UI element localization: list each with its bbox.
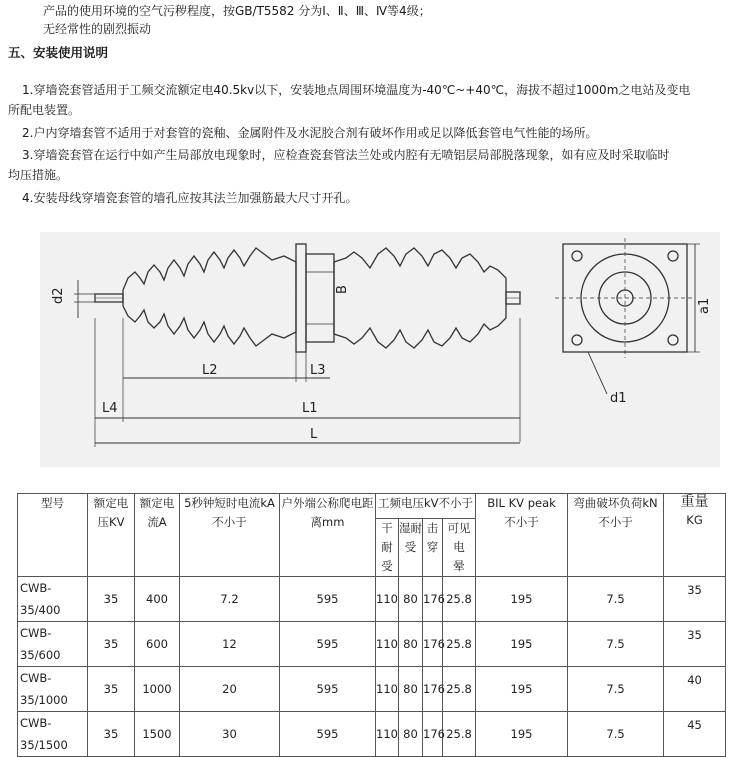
cell-weight: 45 [664, 712, 726, 757]
table-header-row-1 [18, 494, 726, 519]
bushing-drawing-svg [40, 232, 720, 467]
label-l2: L2 [202, 363, 218, 378]
cell-puncture: 176 [423, 712, 443, 757]
spec-table [17, 493, 726, 757]
header-creepage: 户外端公称爬电距 离mm [280, 494, 376, 577]
label-d2: d2 [51, 287, 66, 304]
label-a1: a1 [697, 297, 712, 314]
cell-short: 20 [180, 667, 280, 712]
cell-creep: 595 [280, 577, 376, 622]
cell-dry: 110 [376, 622, 399, 667]
cell-voltage: 35 [88, 667, 135, 712]
cell-bend: 7.5 [568, 667, 664, 712]
label-b: B [335, 285, 350, 294]
insulator-left-sheds [123, 248, 296, 346]
insulator-right-sheds [334, 248, 506, 348]
header-bil: BIL KV peak 不小于 [476, 494, 568, 577]
cell-bend: 7.5 [568, 622, 664, 667]
flange-body [306, 254, 334, 342]
cell-model: CWB- 35/600 [18, 622, 88, 667]
cell-creep: 595 [280, 667, 376, 712]
cell-corona: 25.8 [443, 577, 476, 622]
cell-weight: 35 [664, 622, 726, 667]
label-l1: L1 [302, 401, 318, 416]
cell-dry: 110 [376, 667, 399, 712]
cell-weight: 40 [664, 667, 726, 712]
item-3-line-1: 3.穿墙瓷套管在运行中如产生局部放电现象时，应检查瓷套管法兰处或内腔有无喷铝层局部脱落现象，如有应及时采取临时 [22, 148, 670, 162]
cell-short: 30 [180, 712, 280, 757]
cell-weight: 35 [664, 577, 726, 622]
cell-short: 12 [180, 622, 280, 667]
item-1-line-2: 所配电装置。 [8, 103, 81, 117]
cell-creep: 595 [280, 712, 376, 757]
cell-puncture: 176 [423, 622, 443, 667]
header-dry-withstand: 干耐 受 [376, 519, 399, 577]
cell-bil: 195 [476, 667, 568, 712]
intro-line-2: 无经常性的剧烈振动 [43, 22, 152, 36]
header-voltage: 额定电 压KV [88, 494, 135, 577]
cell-voltage: 35 [88, 622, 135, 667]
bushing-drawing [40, 232, 720, 467]
item-2: 2.户内穿墙套管不适用于对套管的瓷釉、金属附件及水泥胶合剂有破坏作用或足以降低套管电气性能的场所。 [22, 126, 598, 140]
header-puncture: 击 穿 [423, 519, 443, 577]
label-l: L [310, 427, 318, 442]
cell-model: CWB- 35/1500 [18, 712, 88, 757]
cell-voltage: 35 [88, 577, 135, 622]
table-row [18, 577, 726, 622]
label-l4: L4 [102, 401, 118, 416]
cell-bend: 7.5 [568, 577, 664, 622]
cell-creep: 595 [280, 622, 376, 667]
header-bending-load: 弯曲破坏负荷kN 不小于 [568, 494, 664, 577]
cell-voltage: 35 [88, 712, 135, 757]
leader-d1 [588, 352, 607, 394]
cell-corona: 25.8 [443, 622, 476, 667]
table-row [18, 712, 726, 757]
header-short-time-current: 5秒钟短时电流kA 不小于 [180, 494, 280, 577]
cell-wet: 80 [399, 712, 423, 757]
intro-line-1: 产品的使用环境的空气污秽程度，按GB/T5582 分为Ⅰ、Ⅱ、Ⅲ、Ⅳ等4级； [43, 4, 431, 18]
cell-bil: 195 [476, 712, 568, 757]
header-power-frequency: 工频电压kV不小于 [376, 494, 476, 519]
cell-wet: 80 [399, 622, 423, 667]
section-heading: 五、安装使用说明 [8, 45, 109, 60]
cell-corona: 25.8 [443, 712, 476, 757]
cell-bil: 195 [476, 622, 568, 667]
header-current: 额定电 流A [135, 494, 180, 577]
header-weight: 重量 KG [664, 494, 726, 577]
table-row [18, 622, 726, 667]
cell-bend: 7.5 [568, 712, 664, 757]
item-1-line-1: 1.穿墙瓷套管适用于工频交流额定电40.5kv以下，安装地点周围环境温度为-40℃~+40℃，海拔不超过1000m之电站及变电 [22, 83, 691, 97]
cell-current: 1000 [135, 667, 180, 712]
header-wet-withstand: 湿耐 受 [399, 519, 423, 577]
header-model: 型号 [18, 494, 88, 577]
cell-current: 400 [135, 577, 180, 622]
cell-current: 1500 [135, 712, 180, 757]
label-l3: L3 [310, 363, 326, 378]
cell-wet: 80 [399, 577, 423, 622]
flange-left-plate [296, 244, 306, 352]
cell-puncture: 176 [423, 577, 443, 622]
cell-corona: 25.8 [443, 667, 476, 712]
cell-current: 600 [135, 622, 180, 667]
cell-bil: 195 [476, 577, 568, 622]
item-4: 4.安装母线穿墙瓷套管的墙孔应按其法兰加强筋最大尺寸开孔。 [22, 191, 358, 205]
header-corona: 可见电 晕 [443, 519, 476, 577]
cell-puncture: 176 [423, 667, 443, 712]
cell-short: 7.2 [180, 577, 280, 622]
cell-model: CWB- 35/400 [18, 577, 88, 622]
cell-dry: 110 [376, 577, 399, 622]
table-row [18, 667, 726, 712]
label-d1: d1 [610, 391, 627, 406]
item-3-line-2: 均压措施。 [8, 168, 69, 182]
cell-wet: 80 [399, 667, 423, 712]
cell-dry: 110 [376, 712, 399, 757]
cell-model: CWB- 35/1000 [18, 667, 88, 712]
